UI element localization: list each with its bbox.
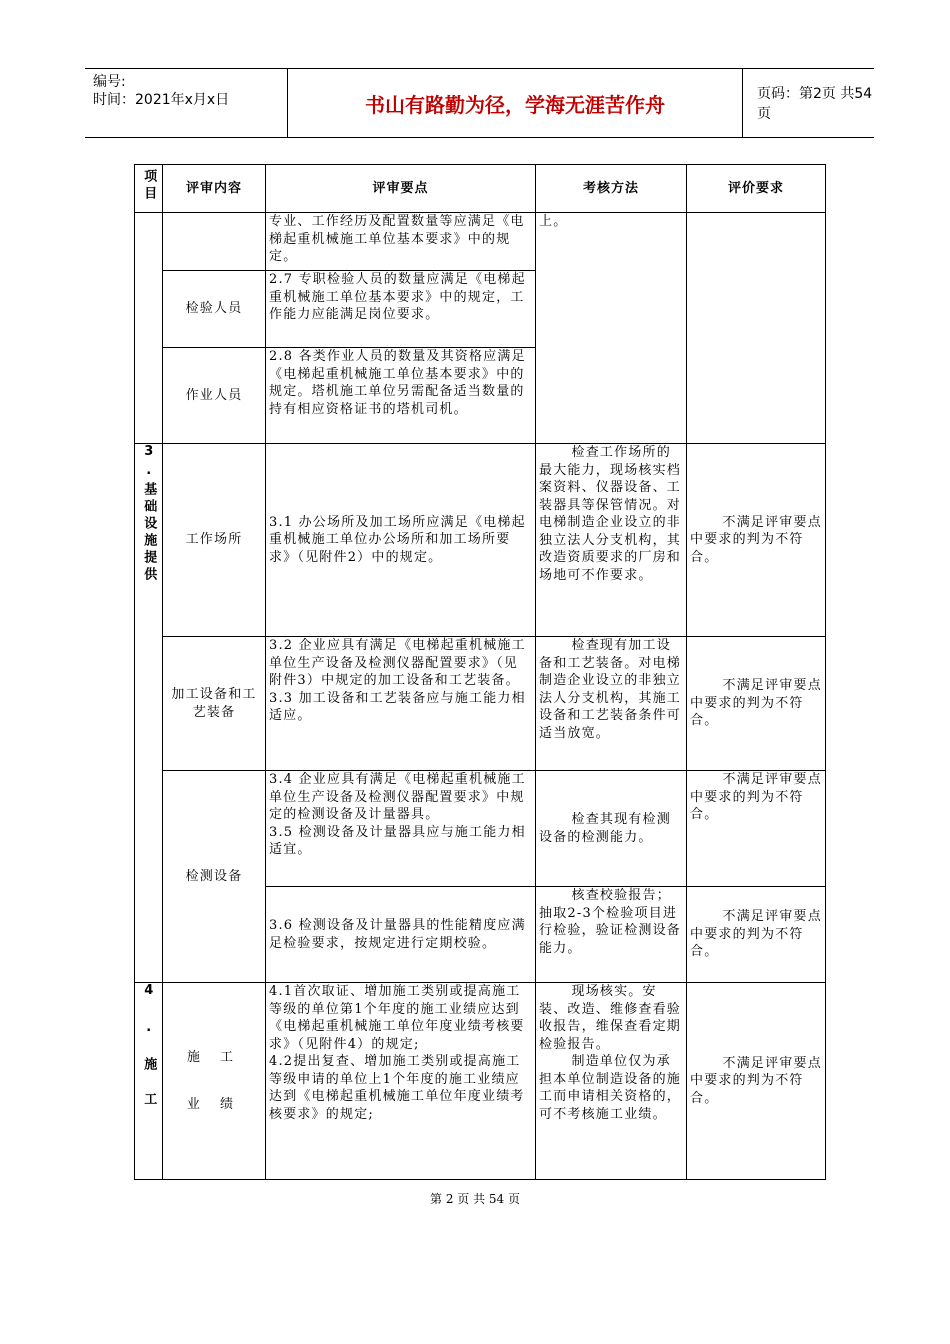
page-footer: 第 2 页 共 54 页	[430, 1192, 520, 1206]
method-line-a: 现场核实。安装、改造、维修查看验收报告，维保查看定期检验报告。	[539, 984, 682, 1052]
points-cell: 3.1 办公场所及加工场所应满足《电梯起重机械施工单位办公场所和加工场所要求》（见附件2）中的规定。	[266, 444, 536, 637]
table-row	[135, 444, 826, 637]
table-row	[135, 637, 826, 771]
header-motto: 书山有路勤为径，学海无涯苦作舟	[287, 69, 743, 137]
eval-cell: 不满足评审要点中要求的判为不符合。	[687, 637, 826, 771]
method-cell: 检查工作场所的最大能力，现场核实档案资料、仪器设备、工装器具等保管情况。对电梯制造企业设立的非独立法人分支机构，其改造资质要求的厂房和场地可不作要求。	[536, 444, 687, 637]
header-points: 评审要点	[266, 165, 536, 213]
content-cell	[163, 983, 266, 1180]
time-label: 时间：2021年x月x日	[93, 92, 230, 108]
points-cell: 3.2 企业应具有满足《电梯起重机械施工单位生产设备及检测仪器配置要求》（见附件3）中规定的加工设备和工艺装备。 3.3 加工设备和工艺装备应与施工能力相适应。	[266, 637, 536, 771]
header-method: 考核方法	[536, 165, 687, 213]
content-cell: 检验人员	[163, 271, 266, 348]
points-cell: 2.8 各类作业人员的数量及其资格应满足《电梯起重机械施工单位基本要求》中的规定。塔机施工单位另需配备适当数量的持有相应资格证书的塔机司机。	[266, 348, 536, 444]
eval-cell: 不满足评审要点中要求的判为不符合。	[687, 983, 826, 1180]
method-cell: 上。	[536, 213, 687, 444]
header-meta	[85, 69, 287, 137]
points-cell: 4.1首次取证、增加施工类别或提高施工等级的单位第1个年度的施工业绩应达到《电梯起重机械施工单位年度业绩考核要求》（见附件4）的规定; 4.2提出复查、增加施工类别或提高施工等级申请的单位上1个年度的施工业绩应达到《电梯起重机械施工单位年度业绩考核要求》的规定;	[266, 983, 536, 1180]
content-cell: 工作场所	[163, 444, 266, 637]
points-cell: 2.7 专职检验人员的数量应满足《电梯起重机械施工单位基本要求》中的规定，工作能力应能满足岗位要求。	[266, 271, 536, 348]
content-cell: 加工设备和工艺装备	[163, 637, 266, 771]
eval-cell: 不满足评审要点中要求的判为不符合。	[687, 444, 826, 637]
header-eval: 评价要求	[687, 165, 826, 213]
number-label: 编号:	[93, 74, 126, 90]
method-cell: 检查现有加工设备和工艺装备。对电梯制造企业设立的非独立法人分支机构，其施工设备和工艺装备条件可适当放宽。	[536, 637, 687, 771]
table-header-row	[135, 165, 826, 213]
section-3-cell	[135, 444, 163, 983]
header-page-label: 页码：第2页 共54页	[757, 86, 873, 122]
table-row	[135, 213, 826, 271]
eval-cell: 不满足评审要点中要求的判为不符合。	[687, 887, 826, 983]
section-4-label: 4.施工	[141, 983, 157, 1127]
project-cell-continued	[135, 213, 163, 444]
content-line-b: 业 绩	[186, 1097, 242, 1112]
method-cell	[536, 983, 687, 1180]
content-cell: 作业人员	[163, 348, 266, 444]
section-3-label: 3.基础设施提供	[141, 444, 157, 584]
eval-cell	[687, 213, 826, 444]
method-cell: 核查校验报告；抽取2-3个检验项目进行检验，验证检测设备能力。	[536, 887, 687, 983]
eval-cell: 不满足评审要点中要求的判为不符合。	[687, 771, 826, 887]
page-header	[85, 68, 874, 138]
table-row	[135, 771, 826, 887]
header-content: 评审内容	[163, 165, 266, 213]
points-cell: 3.4 企业应具有满足《电梯起重机械施工单位生产设备及检测仪器配置要求》中规定的检测设备及计量器具。 3.5 检测设备及计量器具应与施工能力相适宜。	[266, 771, 536, 887]
table-row	[135, 983, 826, 1180]
method-line-b: 制造单位仅为承担本单位制造设备的施工而申请相关资格的，可不考核施工业绩。	[539, 1054, 682, 1122]
points-cell: 专业、工作经历及配置数量等应满足《电梯起重机械施工单位基本要求》中的规定。	[266, 213, 536, 271]
content-cell	[163, 213, 266, 271]
header-project: 项目	[135, 165, 163, 213]
content-line-a: 施 工	[186, 1049, 242, 1065]
points-cell: 3.6 检测设备及计量器具的性能精度应满足检验要求，按规定进行定期校验。	[266, 887, 536, 983]
method-cell: 检查其现有检测设备的检测能力。	[536, 771, 687, 887]
content-cell: 检测设备	[163, 771, 266, 983]
review-table	[134, 164, 826, 1180]
section-4-cell	[135, 983, 163, 1180]
